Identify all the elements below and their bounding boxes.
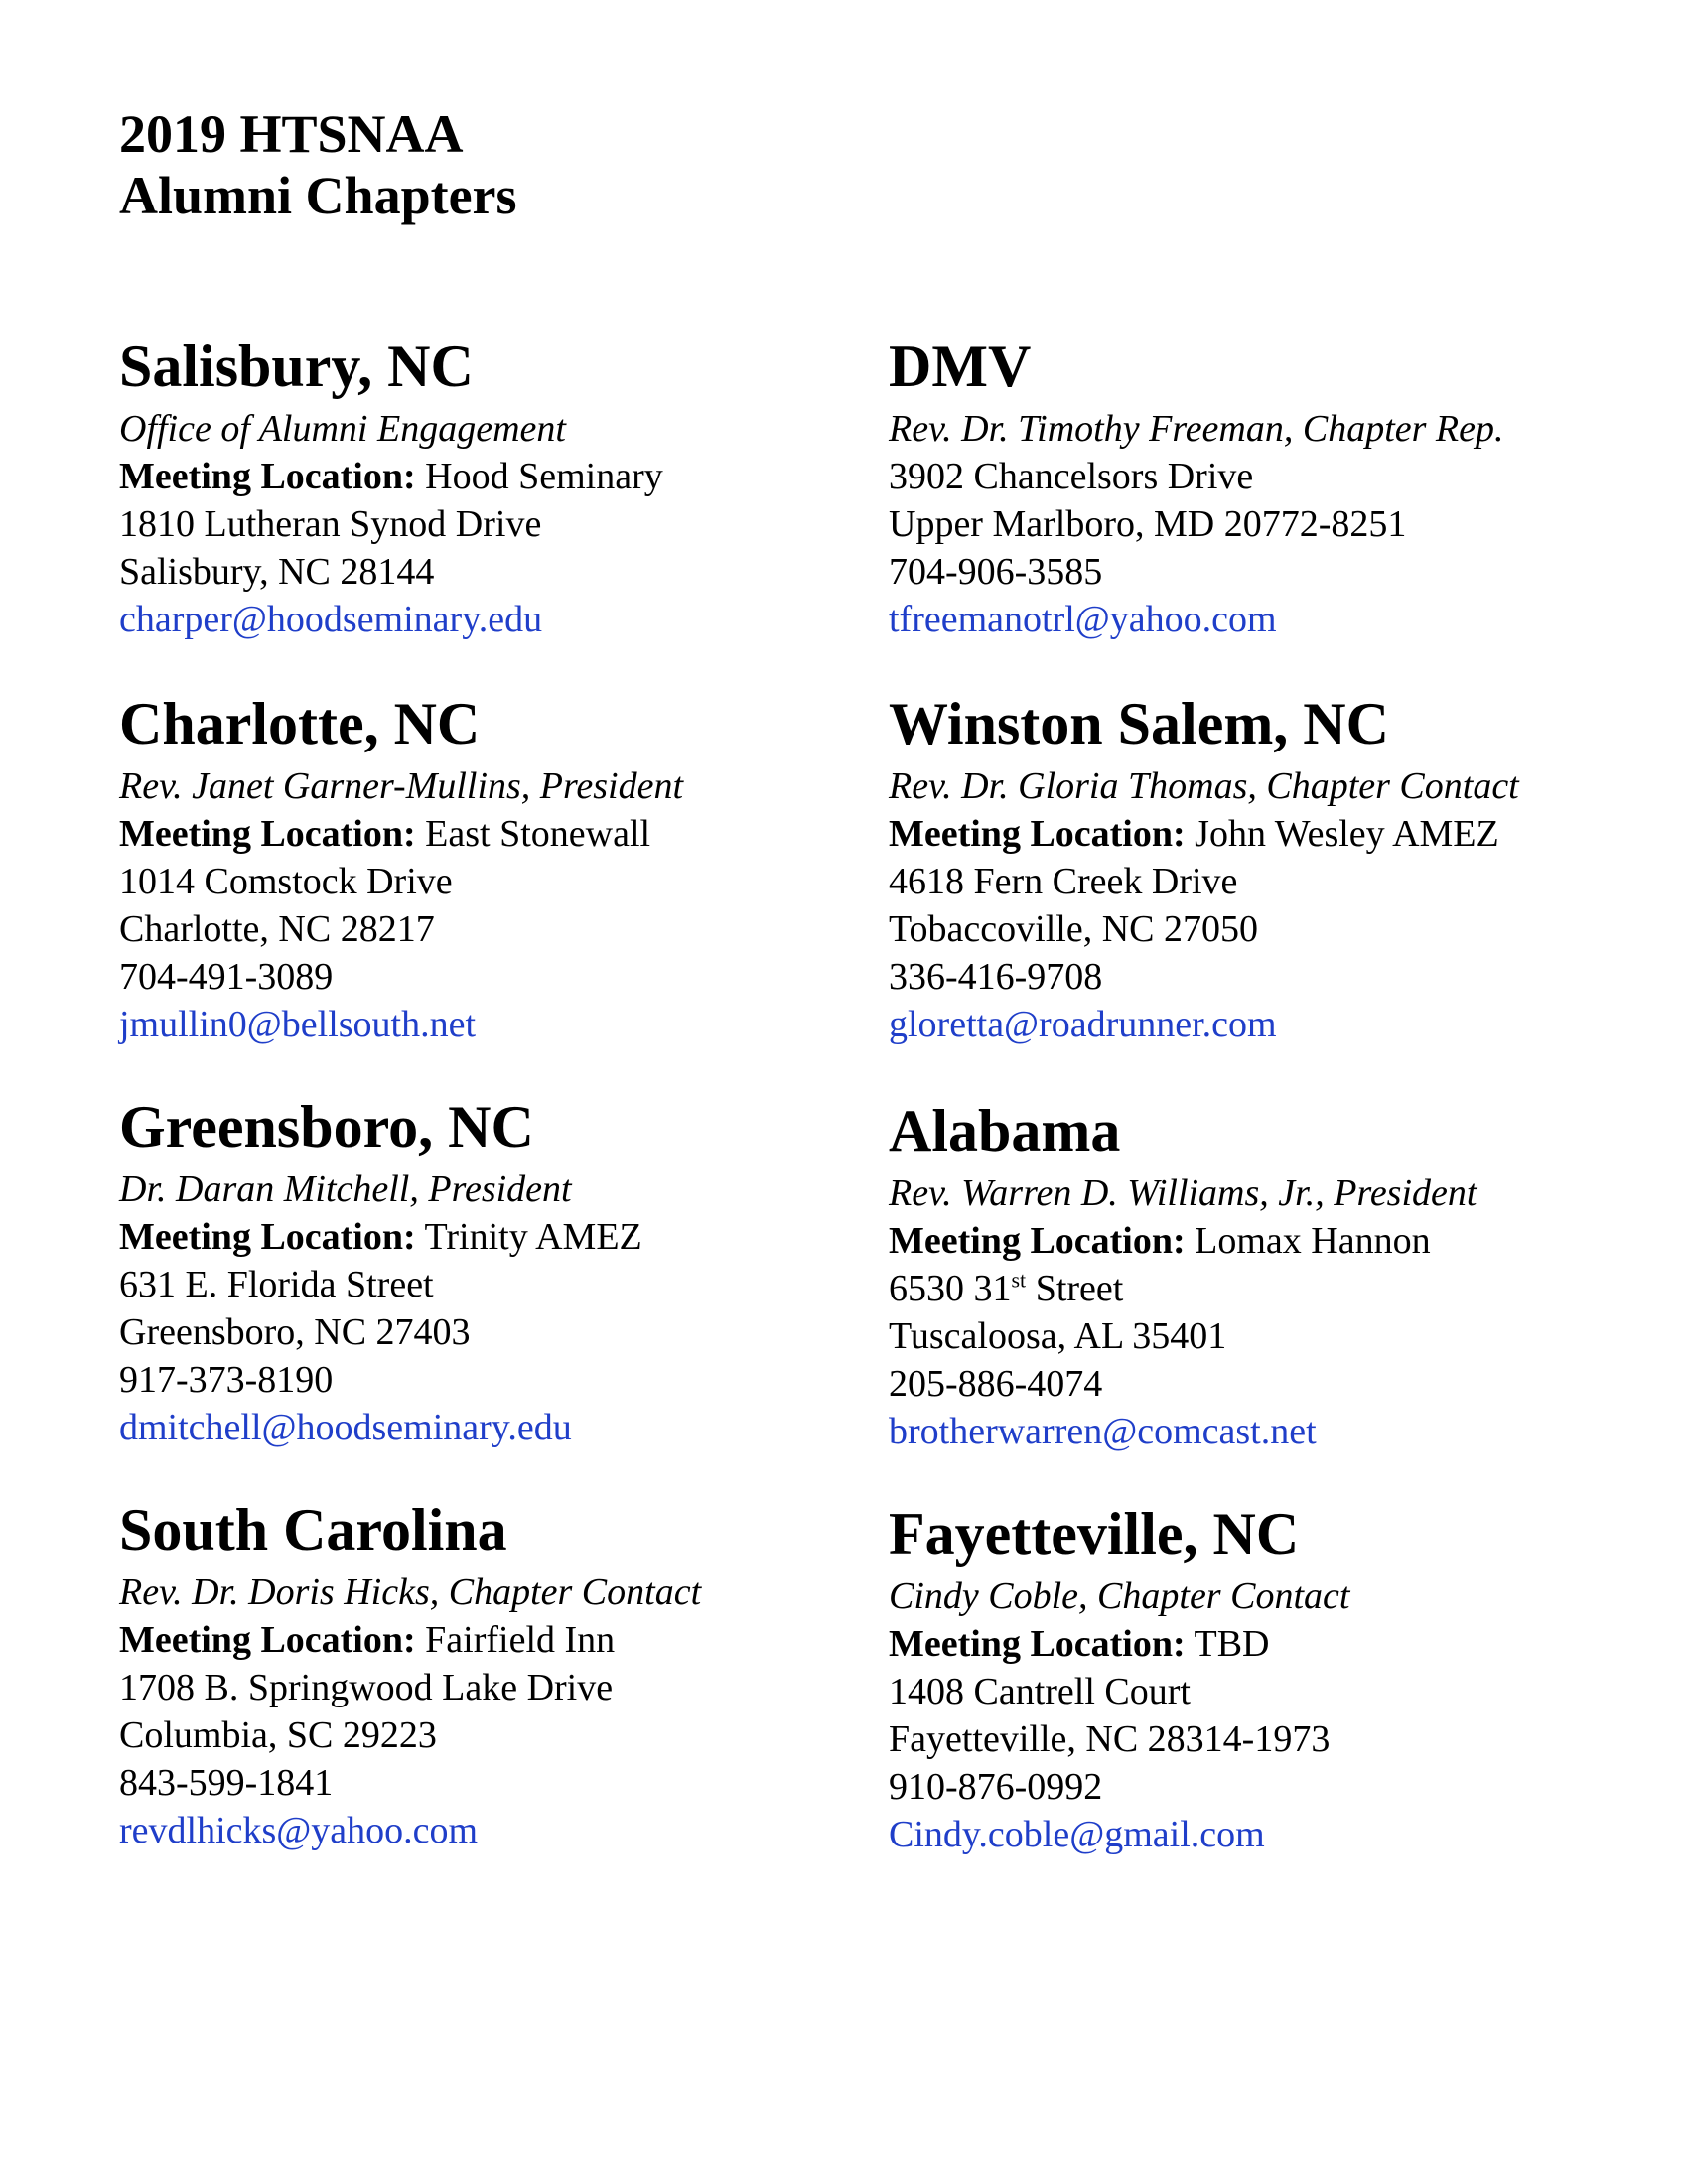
chapter-winston-salem [889, 691, 1643, 1048]
chapter-contact: Rev. Warren D. Williams, Jr., President [889, 1172, 1477, 1214]
chapter-name: South Carolina [119, 1497, 507, 1563]
meeting-location-label: Meeting Location: [889, 1623, 1186, 1665]
meeting-location [119, 1213, 874, 1261]
city-state-zip: Charlotte, NC 28217 [119, 908, 435, 950]
street-address [889, 1265, 1643, 1312]
ordinal-suffix: st [1011, 1267, 1027, 1293]
phone-number: 843-599-1841 [119, 1762, 334, 1804]
phone-number: 704-491-3089 [119, 956, 334, 998]
phone-number: 704-906-3585 [889, 551, 1103, 593]
street-address: 1014 Comstock Drive [119, 861, 453, 902]
phone-number: 910-876-0992 [889, 1766, 1103, 1808]
email-link[interactable]: revdlhicks@yahoo.com [119, 1810, 479, 1851]
meeting-location [889, 810, 1643, 858]
chapter-contact: Dr. Daran Mitchell, President [119, 1168, 572, 1210]
chapter-salisbury [119, 334, 874, 643]
street-address: 4618 Fern Creek Drive [889, 861, 1238, 902]
street-number: 6530 31 [889, 1268, 1012, 1309]
phone-number: 336-416-9708 [889, 956, 1103, 998]
chapter-contact: Rev. Janet Garner-Mullins, President [119, 765, 684, 807]
city-state-zip: Tobaccoville, NC 27050 [889, 908, 1258, 950]
chapter-dmv [889, 334, 1643, 643]
chapter-name: Winston Salem, NC [889, 691, 1389, 756]
chapter-name: Salisbury, NC [119, 334, 474, 399]
city-state-zip: Greensboro, NC 27403 [119, 1311, 471, 1353]
chapter-name: Fayetteville, NC [889, 1501, 1300, 1567]
email-link[interactable]: jmullin0@bellsouth.net [119, 1004, 477, 1045]
title-line-1: 2019 HTSNAA [119, 104, 464, 164]
chapter-contact: Cindy Coble, Chapter Contact [889, 1575, 1350, 1617]
email-link[interactable]: charper@hoodseminary.edu [119, 599, 543, 640]
street-address: 1810 Lutheran Synod Drive [119, 503, 542, 545]
meeting-location-value: Lomax Hannon [1195, 1220, 1431, 1262]
meeting-location [119, 1616, 874, 1664]
meeting-location-label: Meeting Location: [889, 813, 1186, 855]
phone-number: 917-373-8190 [119, 1359, 334, 1401]
meeting-location [889, 1217, 1643, 1265]
email-link[interactable]: gloretta@roadrunner.com [889, 1004, 1277, 1045]
meeting-location-label: Meeting Location: [119, 1619, 416, 1661]
chapter-contact: Rev. Dr. Doris Hicks, Chapter Contact [119, 1571, 702, 1613]
chapter-charlotte [119, 691, 874, 1048]
meeting-location-label: Meeting Location: [119, 1216, 416, 1258]
chapter-greensboro [119, 1094, 874, 1451]
email-link[interactable]: dmitchell@hoodseminary.edu [119, 1407, 572, 1448]
chapter-contact: Office of Alumni Engagement [119, 408, 566, 450]
meeting-location-label: Meeting Location: [119, 813, 416, 855]
email-link[interactable]: Cindy.coble@gmail.com [889, 1814, 1265, 1855]
city-state-zip: Upper Marlboro, MD 20772-8251 [889, 503, 1407, 545]
meeting-location-value: East Stonewall [425, 813, 651, 855]
chapter-contact: Rev. Dr. Gloria Thomas, Chapter Contact [889, 765, 1519, 807]
phone-number: 205-886-4074 [889, 1363, 1103, 1405]
street-name: Street [1026, 1268, 1124, 1309]
meeting-location-label: Meeting Location: [889, 1220, 1186, 1262]
meeting-location [889, 1620, 1643, 1668]
city-state-zip: Columbia, SC 29223 [119, 1714, 437, 1756]
street-address: 1708 B. Springwood Lake Drive [119, 1667, 614, 1708]
title-line-2: Alumni Chapters [119, 166, 517, 225]
city-state-zip: Tuscaloosa, AL 35401 [889, 1315, 1227, 1357]
city-state-zip: Fayetteville, NC 28314-1973 [889, 1718, 1331, 1760]
chapter-contact: Rev. Dr. Timothy Freeman, Chapter Rep. [889, 408, 1504, 450]
email-link[interactable]: brotherwarren@comcast.net [889, 1411, 1317, 1452]
street-address: 631 E. Florida Street [119, 1264, 434, 1305]
meeting-location [119, 453, 874, 500]
meeting-location-value: Trinity AMEZ [424, 1216, 642, 1258]
email-link[interactable]: tfreemanotrl@yahoo.com [889, 599, 1277, 640]
meeting-location-value: John Wesley AMEZ [1195, 813, 1499, 855]
chapter-name: Alabama [889, 1098, 1121, 1163]
street-address: 1408 Cantrell Court [889, 1671, 1191, 1712]
meeting-location [119, 810, 874, 858]
document-title [119, 103, 517, 226]
chapter-south-carolina [119, 1497, 874, 1854]
chapter-alabama [889, 1098, 1643, 1455]
chapter-name: Charlotte, NC [119, 691, 481, 756]
city-state-zip: Salisbury, NC 28144 [119, 551, 435, 593]
chapter-name: DMV [889, 334, 1032, 399]
street-address: 3902 Chancelsors Drive [889, 456, 1254, 497]
meeting-location-value: Fairfield Inn [425, 1619, 616, 1661]
meeting-location-value: TBD [1194, 1623, 1270, 1665]
chapter-fayetteville [889, 1501, 1643, 1858]
meeting-location-value: Hood Seminary [425, 456, 663, 497]
meeting-location-label: Meeting Location: [119, 456, 416, 497]
chapter-name: Greensboro, NC [119, 1094, 534, 1160]
